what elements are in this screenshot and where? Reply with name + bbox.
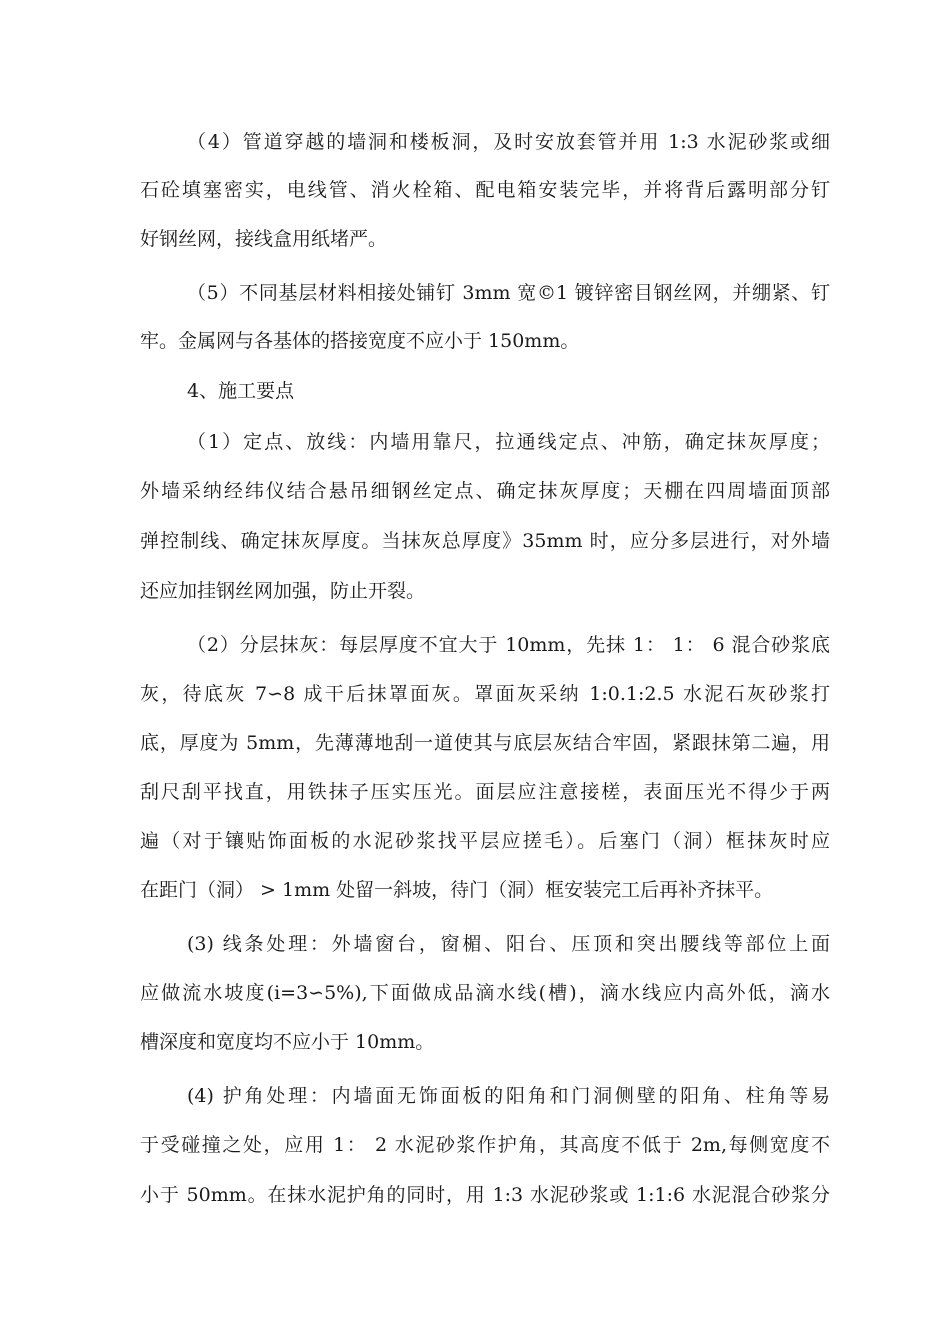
text-line: （2）分层抹灰：每层厚度不宜大于 10mm，先抹 1： 1： 6 混合砂浆底 <box>187 634 830 656</box>
text-line: (4) 护角处理：内墙面无饰面板的阳角和门洞侧壁的阳角、柱角等易 <box>187 1085 830 1107</box>
text-line: 在距门（洞） > 1mm 处留一斜坡，待门（洞）框安装完工后再补齐抹平。 <box>140 879 774 901</box>
text-line: 槽深度和宽度均不应小于 10mm。 <box>140 1031 435 1053</box>
text-line: 小于 50mm。在抹水泥护角的同时，用 1:3 水泥砂浆或 1:1:6 水泥混合砂浆分 <box>140 1184 830 1206</box>
text-line: 底，厚度为 5mm，先薄薄地刮一道使其与底层灰结合牢固，紧跟抹第二遍，用 <box>140 732 830 754</box>
text-line: 外墙采纳经纬仪结合悬吊细钢丝定点、确定抹灰厚度；天棚在四周墙面顶部 <box>140 480 830 502</box>
text-line: 好钢丝网，接线盒用纸堵严。 <box>140 228 388 250</box>
text-line: （1）定点、放线：内墙用靠尺，拉通线定点、冲筋，确定抹灰厚度； <box>187 431 830 453</box>
text-line: 于受碰撞之处，应用 1： 2 水泥砂浆作护角，其高度不低于 2m,每侧宽度不 <box>140 1134 830 1156</box>
text-line: （5）不同基层材料相接处铺钉 3mm 宽©1 镀锌密目钢丝网，并绷紧、钉 <box>187 282 830 304</box>
text-line: （4）管道穿越的墙洞和楼板洞，及时安放套管并用 1:3 水泥砂浆或细 <box>187 131 830 153</box>
text-line: 弹控制线、确定抹灰厚度。当抹灰总厚度》35mm 时，应分多层进行，对外墙 <box>140 530 830 552</box>
text-line: (3) 线条处理：外墙窗台，窗楣、阳台、压顶和突出腰线等部位上面 <box>187 933 830 955</box>
text-line: 灰，待底灰 7∽8 成干后抹罩面灰。罩面灰采纳 1:0.1:2.5 水泥石灰砂浆打 <box>140 683 830 705</box>
section-heading: 4、施工要点 <box>187 380 295 402</box>
text-line: 遍（对于镶贴饰面板的水泥砂浆找平层应搓毛）。后塞门（洞）框抹灰时应 <box>140 830 830 852</box>
text-line: 石砼填塞密实，电线管、消火栓箱、配电箱安装完毕，并将背后露明部分钉 <box>140 179 830 201</box>
text-line: 还应加挂钢丝网加强，防止开裂。 <box>140 580 426 602</box>
text-line: 牢。金属网与各基体的搭接宽度不应小于 150mm。 <box>140 330 580 352</box>
text-line: 刮尺刮平找直，用铁抹子压实压光。面层应注意接槎，表面压光不得少于两 <box>140 781 830 803</box>
text-line: 应做流水坡度(i=3∽5%),下面做成品滴水线(槽)，滴水线应内高外低，滴水 <box>140 982 830 1004</box>
